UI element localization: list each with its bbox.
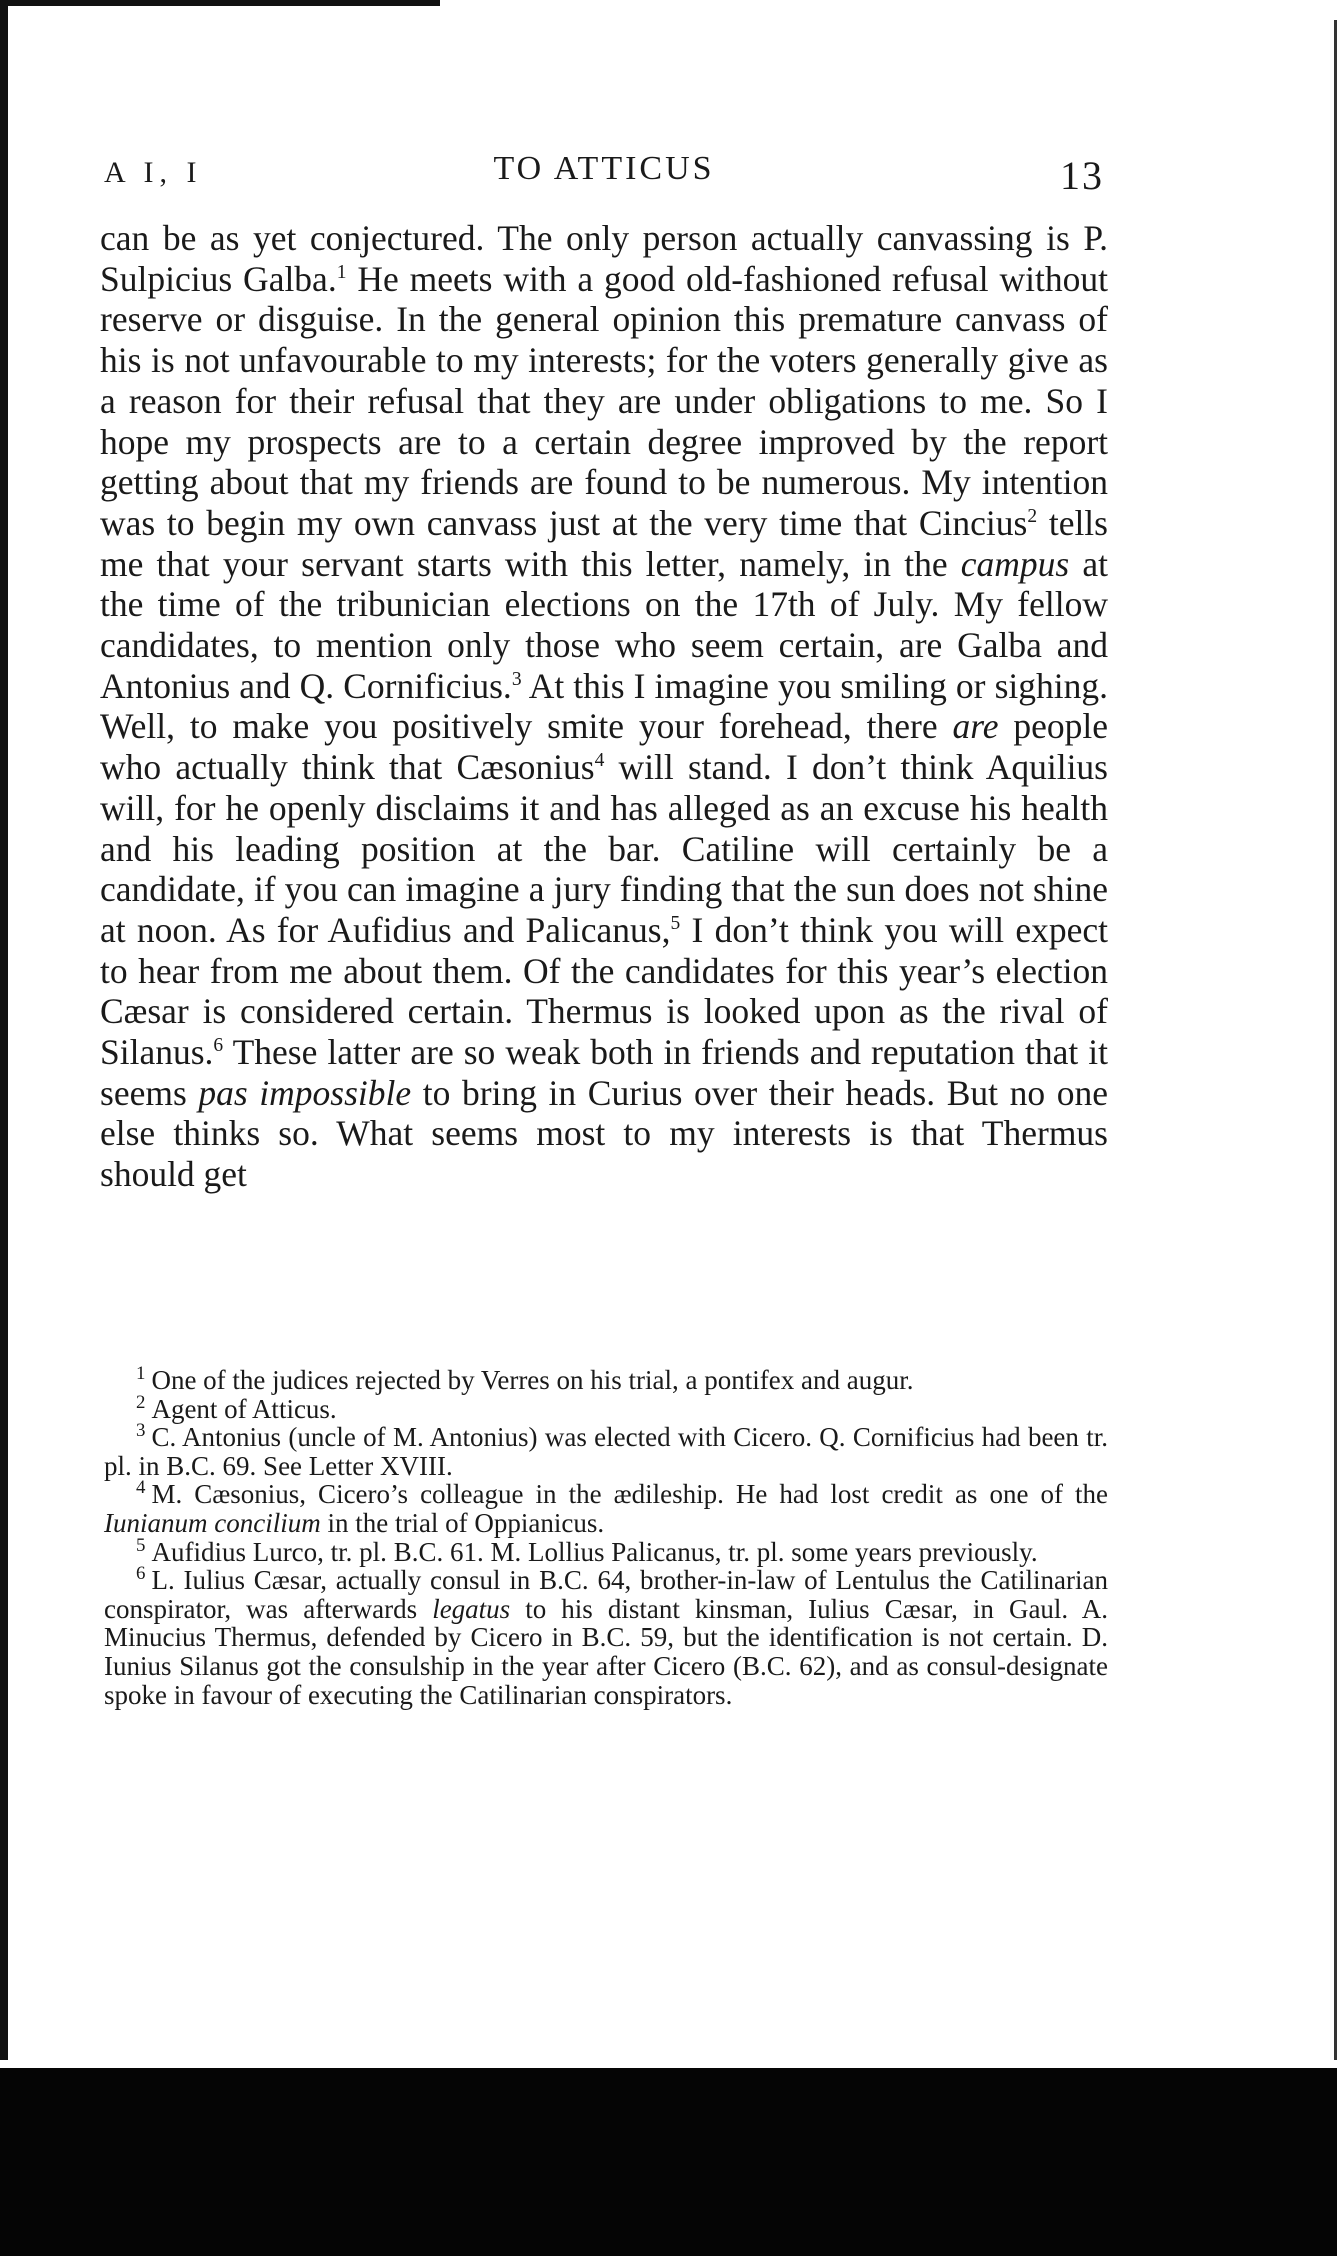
page-number: 13	[1060, 153, 1104, 198]
footnote-5: $^5$ Aufidius Lurco, tr. pl. B.C. 61. M. Lollius Palicanus, tr. pl. some years previously.	[136, 1534, 1038, 1567]
italic-term: pas impossible	[198, 1072, 412, 1113]
section-reference: A I, I	[104, 156, 203, 189]
footnote-ref: 1	[336, 261, 347, 283]
footnote-3: $^3$ C. Antonius (uncle of M. Antonius) was elected with Cicero. Q. Cornificius had been tr. pl. in B.C. 69. See Letter XVIII.	[104, 1420, 1108, 1481]
footnote-ref: 2	[1027, 506, 1038, 528]
footnote-2: $^2$ Agent of Atticus.	[136, 1391, 337, 1424]
scan-edge-left	[0, 0, 8, 2060]
footnote-6: $^6$ L. Iulius Cæsar, actually consul in B.C. 64, brother-in-law of Lentulus the Catilinarian conspirator, was afterwards legatus to his distant kinsman, Iulius Cæsar, in Gaul. A. Minucius Thermus, defended by Cicero in B.C. 59, but the identification is not certain. D. Iunius Silanus got the consulship in the year after Cicero (B.C. 62), and as consul-designate spoke in favour of executing the Catilinarian conspirators.	[104, 1563, 1109, 1710]
footnotes	[104, 1363, 1109, 1710]
body-text	[100, 218, 1108, 1195]
scan-bottom-band	[0, 2068, 1337, 2256]
footnote-ref: 5	[670, 913, 681, 935]
footnote-1: $^1$ One of the judices rejected by Verres on his trial, a pontifex and augur.	[136, 1363, 914, 1395]
scan-edge-top	[0, 0, 440, 6]
body-paragraph: can be as yet conjectured. The only person actually canvassing is P. Sulpicius Galba.$^1$ He meets with a good old-fashioned refusal without reserve or disguise. In the general opinion this premature canvass of his is not unfavourable to my interests; for the voters generally give as a reason for their refusal that they are under obligations to me. So I hope my prospects are to a certain degree improved by the report getting about that my friends are found to be numerous. My intention was to begin my own canvass just at the very time that Cincius$^2$ tells me that your servant starts with this letter, namely, in the campus at the time of the tribunician elections on the 17th of July. My fellow candidates, to mention only those who seem certain, are Galba and Antonius and Q. Cornificius.$^3$ At this I imagine you smiling or sighing. Well, to make you positively smite your forehead, there are people who actually think that Cæsonius$^4$ will stand. I don’t think Aquilius will, for he openly disclaims it and has alleged as an excuse his health and his leading position at the bar. Catiline will certainly be a candidate, if you can imagine a jury finding that the sun does not shine at noon. As for Aufidius and Palicanus,$^5$ I don’t think you will expect to hear from me about them. Of the candidates for this year’s election Cæsar is considered certain. Thermus is looked upon as the rival of Silanus.$^6$ These latter are so weak both in friends and reputation that it seems pas impossible to bring in Curius over their heads. But no one else thinks so. What seems most to my interests is that Thermus should get	[100, 218, 1109, 1195]
footnote-ref: 6	[213, 1035, 224, 1057]
running-title: TO ATTICUS	[493, 150, 715, 187]
italic-term: campus	[960, 543, 1070, 584]
running-head	[104, 150, 1104, 198]
footnote-ref: 3	[511, 668, 522, 690]
footnote-ref: 4	[594, 750, 605, 772]
italic-term: are	[952, 706, 999, 747]
footnote-4: $^4$ M. Cæsonius, Cicero’s colleague in the ædileship. He had lost credit as one of the Iunianum concilium in the trial of Oppianicus.	[104, 1477, 1108, 1538]
